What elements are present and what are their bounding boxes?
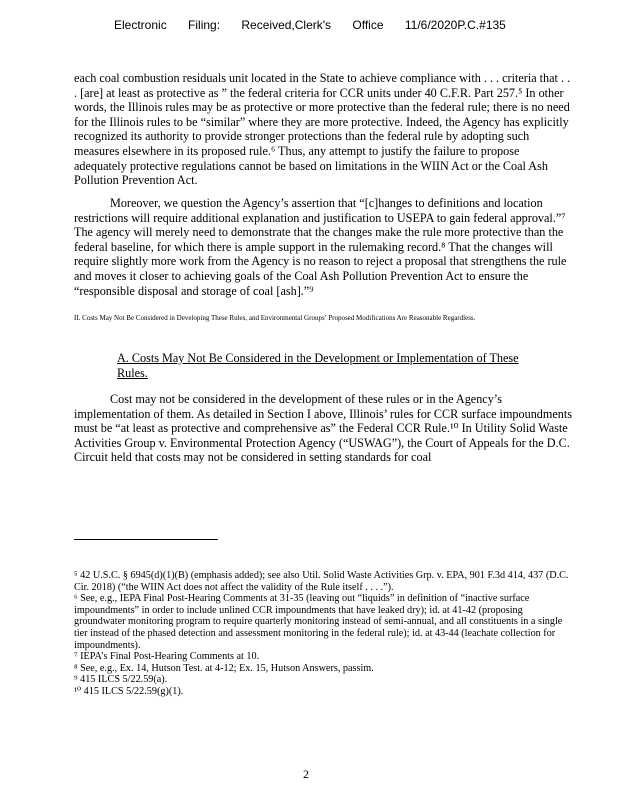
footnote: ⁸ See, e.g., Ex. 14, Hutson Test. at 4-12; Ex. 15, Hutson Answers, passim. <box>74 662 374 674</box>
footnote: ⁹ 415 ILCS 5/22.59(a). <box>74 674 168 686</box>
footnote: ⁷ IEPA’s Final Post-Hearing Comments at 10. <box>74 651 260 663</box>
paragraph-3: Cost may not be considered in the development of these rules or in the Agency’s implementation of them. As detailed in Section I above, Illinois’ rules for CCR surface impoundments must be “at least as protective and comprehensive as” the Federal CCR Rule.¹⁰ In Utility Solid Waste Activities Group v. Environmental Protection Agency (“USWAG”), the Court of Appeals for the D.C. Circuit held that costs may not be considered in setting standards for coal <box>74 392 573 465</box>
subsection-heading: A. Costs May Not Be Considered in the Development or Implementation of These Rules. <box>117 351 519 380</box>
footnote: ¹⁰ 415 ILCS 5/22.59(g)(1). <box>74 685 184 697</box>
footnote-divider <box>74 539 218 540</box>
footnote: ⁶ See, e.g., IEPA Final Post-Hearing Comments at 31-35 (leaving out “liquids” in definition of “inactive surface impoundments” in order to include unlined CCR impoundments that have leaked dry); id. at 41-42 (proposing groundwater monitoring program to require quarterly monitoring instead of semi-annual, and all constituents in a single tier instead of the phased detection and assessment monitoring in the federal rule); id. at 43-44 (leachate collection for impoundments). <box>74 593 563 651</box>
paragraph-1: each coal combustion residuals unit located in the State to achieve compliance with . . . criteria that . . . [are] at least as protective as ” the federal criteria for CCR units under 40 C.F.R. Part 257.⁵ In other words, the Illinois rules may be as protective or more protective than the federal rule; there is no need for the Illinois rules to be “similar” where they are more protective. Indeed, the Agency has explicitly recognized its authority to provide stronger protections than the federal rule by adopting such measures elsewhere in its proposed rule.⁶ Thus, any attempt to justify the failure to propose adequately protective regulations cannot be based on limitations in the WIIN Act or the Coal Ash Pollution Prevention Act. <box>74 71 571 188</box>
page-number: 2 <box>303 767 309 781</box>
footnote: ⁵ 42 U.S.C. § 6945(d)(1)(B) (emphasis added); see also Util. Solid Waste Activities Grp. v. EPA, 901 F.3d 414, 437 (D.C. Cir. 2018) (“the WIIN Act does not affect the validity of the Rule itself . . . .”). <box>74 570 569 593</box>
footnotes <box>74 570 574 698</box>
header-office: Office <box>352 18 384 32</box>
section-heading: II. Costs May Not Be Considered in Developing These Rules, and Environmental Groups’ Proposed Modifications Are Reasonable Regardless. <box>74 314 476 322</box>
header-filing: Filing: <box>188 18 221 32</box>
header-stamp: 11/6/2020P.C.#135 <box>404 18 506 32</box>
header-received: Received,Clerk's <box>241 18 332 32</box>
header-electronic: Electronic <box>114 18 167 32</box>
paragraph-2: Moreover, we question the Agency’s assertion that “[c]hanges to definitions and location restrictions will require additional explanation and justification to USEPA to gain federal approval.”⁷ The agency will merely need to demonstrate that the changes make the rule more protective than the federal baseline, for which there is ample support in the rulemaking record.⁸ That the changes will require slightly more work from the Agency is no reason to reject a proposal that strengthens the rule and moves it closer to achieving goals of the Coal Ash Pollution Prevention Act to ensure the “responsible disposal and storage of coal [ash].”⁹ <box>74 196 567 298</box>
filing-header <box>114 18 524 32</box>
